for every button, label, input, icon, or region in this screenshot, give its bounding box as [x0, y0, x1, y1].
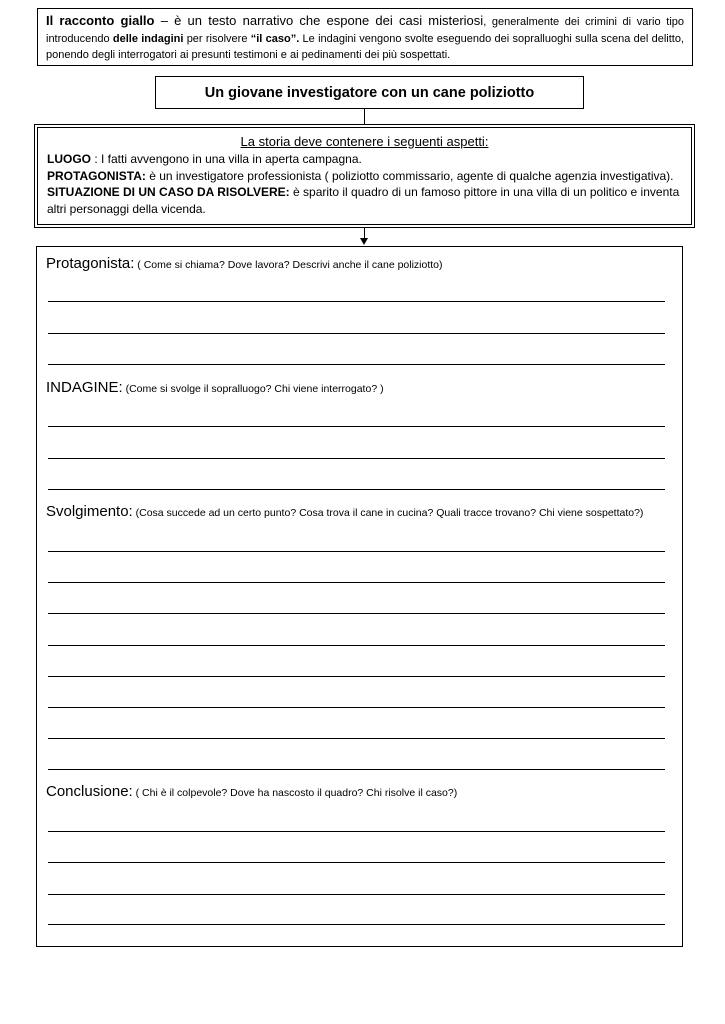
requirements-box — [34, 124, 695, 228]
section-conclusione — [46, 783, 457, 800]
requirement-situazione — [47, 184, 682, 217]
writing-line[interactable] — [48, 333, 665, 334]
writing-line[interactable] — [48, 924, 665, 925]
writing-line[interactable] — [48, 707, 665, 708]
writing-line[interactable] — [48, 489, 665, 490]
writing-line[interactable] — [48, 738, 665, 739]
writing-line[interactable] — [48, 551, 665, 552]
writing-line[interactable] — [48, 862, 665, 863]
section-label: Protagonista: — [46, 255, 135, 272]
luogo-text: : I fatti avvengono in una villa in aperta campagna. — [91, 152, 362, 166]
situazione-label: SITUAZIONE DI UN CASO DA RISOLVERE: — [47, 185, 290, 199]
writing-line[interactable] — [48, 831, 665, 832]
title-box — [155, 76, 584, 109]
intro-box — [37, 8, 693, 66]
section-question: ( Come si chiama? Dove lavora? Descrivi anche il cane poliziotto) — [134, 259, 443, 271]
section-label: INDAGINE: — [46, 379, 123, 396]
page-title: Un giovane investigatore con un cane poliziotto — [204, 84, 535, 101]
section-indagine — [46, 379, 384, 396]
writing-line[interactable] — [48, 426, 665, 427]
writing-line[interactable] — [48, 676, 665, 677]
writing-line[interactable] — [48, 301, 665, 302]
section-protagonista — [46, 255, 443, 272]
writing-box — [36, 246, 683, 947]
writing-line[interactable] — [48, 364, 665, 365]
section-question: ( Chi è il colpevole? Dove ha nascosto il quadro? Chi risolve il caso?) — [132, 787, 458, 799]
requirements-inner — [37, 127, 692, 225]
requirement-protagonista — [47, 168, 682, 185]
writing-line[interactable] — [48, 582, 665, 583]
requirements-heading: La storia deve contenere i seguenti aspetti: — [240, 134, 489, 149]
intro-text-per: per risolvere — [183, 32, 251, 45]
intro-definition-rest: , generalmente dei crimini di vario tipo introducendo — [46, 16, 684, 45]
section-label: Svolgimento: — [46, 503, 133, 520]
requirement-luogo — [47, 151, 682, 168]
protagonista-text: è un investigatore professionista ( poliziotto commissario, agente di qualche agenzia investigativa). — [145, 168, 674, 183]
section-question: (Cosa succede ad un certo punto? Cosa trova il cane in cucina? Quali tracce trovano? Chi viene sospettato?) — [132, 507, 644, 519]
intro-bold-caso: “il caso”. — [250, 32, 300, 45]
writing-line[interactable] — [48, 458, 665, 459]
section-svolgimento — [46, 503, 643, 520]
protagonista-label: PROTAGONISTA: — [47, 168, 146, 183]
section-question: (Come si svolge il sopralluogo? Chi viene interrogato? ) — [122, 383, 384, 395]
intro-text-end: Le indagini vengono svolte eseguendo dei sopralluoghi sulla scena del delitto, ponendo degli interrogatori ai presunti testimoni e ai pedinamenti dei più sospettati. — [46, 32, 684, 61]
intro-definition-main: – è un testo narrativo che espone dei casi misteriosi — [154, 13, 484, 28]
section-label: Conclusione: — [46, 783, 133, 800]
situazione-text: è sparito il quadro di un famoso pittore in una villa di un politico e inventa altri personaggi della vicenda. — [47, 185, 680, 216]
connector-line — [364, 109, 365, 125]
writing-line[interactable] — [48, 894, 665, 895]
intro-bold-indagini: delle indagini — [112, 32, 184, 45]
writing-line[interactable] — [48, 645, 665, 646]
writing-line[interactable] — [48, 769, 665, 770]
writing-line[interactable] — [48, 613, 665, 614]
arrow-down-icon — [360, 238, 368, 245]
intro-term: Il racconto giallo — [46, 13, 155, 28]
luogo-label: LUOGO — [47, 152, 91, 166]
